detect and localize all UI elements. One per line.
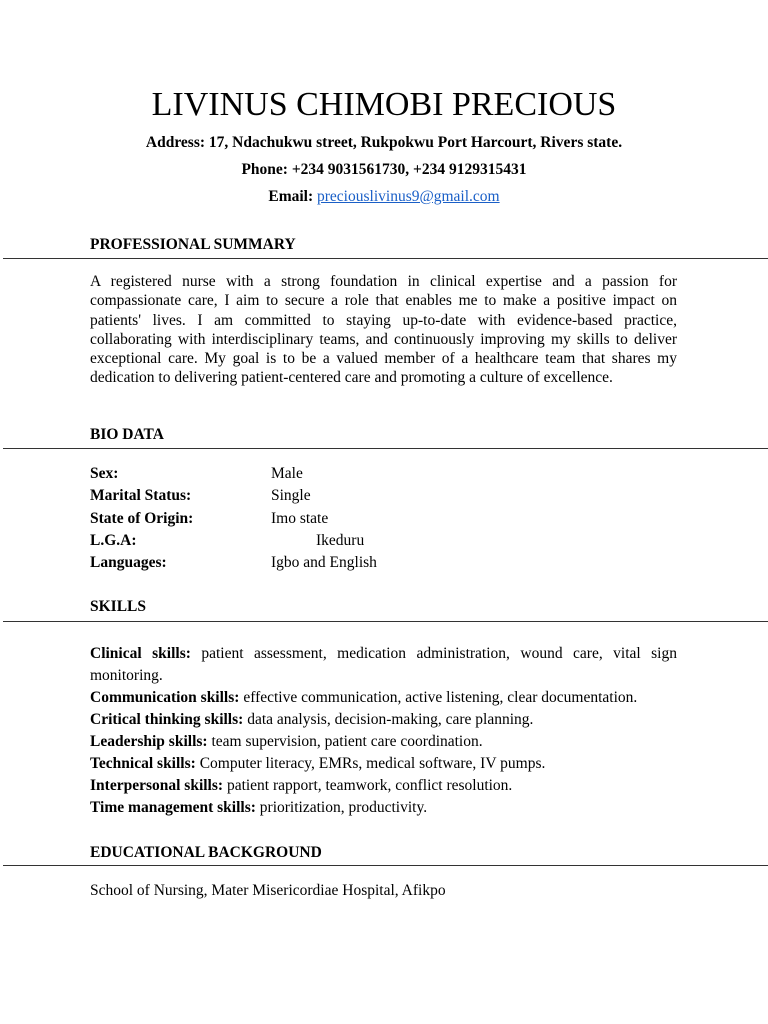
bio-row-sex	[90, 463, 690, 485]
skill-label: Clinical skills:	[90, 645, 191, 662]
email-line	[0, 187, 768, 207]
skill-item	[90, 731, 677, 753]
skill-text: prioritization, productivity.	[255, 799, 428, 816]
bio-row-marital-status	[90, 485, 690, 507]
address-line: Address: 17, Ndachukwu street, Rukpokwu Port Harcourt, Rivers state.	[145, 134, 623, 151]
skill-text: data analysis, decision-making, care planning.	[243, 711, 534, 728]
section-divider	[3, 258, 768, 259]
bio-value: Ikeduru	[316, 532, 365, 549]
bio-label: Marital Status:	[90, 487, 192, 504]
skill-item	[90, 709, 677, 731]
bio-value: Imo state	[271, 510, 329, 527]
bio-label: Sex:	[90, 465, 119, 482]
bio-row-languages	[90, 552, 690, 574]
skill-text: patient rapport, teamwork, conflict resolution.	[223, 777, 513, 794]
section-divider	[3, 621, 768, 622]
skills-list	[90, 643, 677, 819]
skill-text: Computer literacy, EMRs, medical software, IV pumps.	[195, 755, 546, 772]
skill-label: Leadership skills:	[90, 733, 208, 750]
candidate-name: LIVINUS CHIMOBI PRECIOUS	[151, 86, 617, 123]
skill-item	[90, 643, 677, 687]
section-divider	[3, 448, 768, 449]
bio-heading: BIO DATA	[90, 426, 164, 443]
email-link[interactable]: preciouslivinus9@gmail.com	[317, 188, 500, 205]
skill-text: effective communication, active listening, clear documentation.	[239, 689, 638, 706]
skill-text: team supervision, patient care coordination.	[207, 733, 483, 750]
section-divider	[3, 865, 768, 866]
skill-text: patient assessment, medication administration, wound care, vital sign monitoring.	[90, 645, 677, 684]
phone-line: Phone: +234 9031561730, +234 9129315431	[241, 161, 527, 178]
education-item: School of Nursing, Mater Misericordiae Hospital, Afikpo	[90, 882, 446, 899]
skill-label: Interpersonal skills:	[90, 777, 224, 794]
skill-item	[90, 687, 677, 709]
bio-value: Male	[271, 465, 303, 482]
bio-value: Igbo and English	[271, 554, 377, 571]
skill-item	[90, 797, 677, 819]
skill-item	[90, 753, 677, 775]
skill-label: Critical thinking skills:	[90, 711, 244, 728]
skill-item	[90, 775, 677, 797]
skill-label: Communication skills:	[90, 689, 240, 706]
bio-label: L.G.A:	[90, 532, 137, 549]
bio-label: State of Origin:	[90, 510, 194, 527]
bio-value: Single	[271, 487, 311, 504]
bio-row-lga	[90, 530, 690, 552]
bio-label: Languages:	[90, 554, 167, 571]
skill-label: Technical skills:	[90, 755, 196, 772]
skill-label: Time management skills:	[90, 799, 256, 816]
summary-text: A registered nurse with a strong foundation in clinical expertise and a passion for compassionate care, I aim to secure a role that enables me to make a positive impact on patients' lives. I am committed to staying up-to-date with evidence-based practice, collaborating with interdisciplinary teams, and continuously improving my skills to deliver exceptional care. My goal is to be a valued member of a healthcare team that shares my dedication to delivering patient-centered care and promoting a culture of excellence.	[90, 273, 677, 387]
email-label: Email:	[268, 188, 318, 205]
skills-heading: SKILLS	[90, 598, 147, 615]
summary-heading: PROFESSIONAL SUMMARY	[90, 236, 296, 253]
education-heading: EDUCATIONAL BACKGROUND	[90, 844, 322, 861]
bio-row-state-of-origin	[90, 508, 690, 530]
